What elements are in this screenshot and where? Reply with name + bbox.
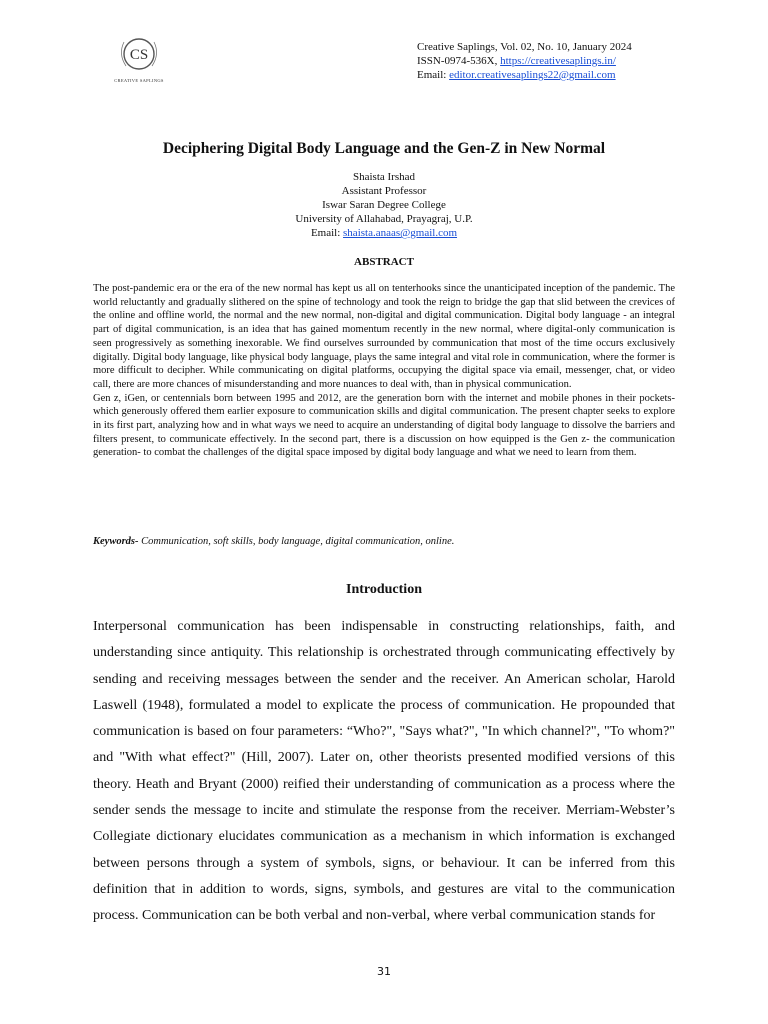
logo-emblem-icon xyxy=(104,30,174,78)
journal-logo xyxy=(104,30,174,92)
email-label: Email: xyxy=(417,69,450,81)
page-number: 31 xyxy=(377,965,391,978)
journal-issn-line xyxy=(417,54,632,68)
author-university: University of Allahabad, Prayagraj, U.P. xyxy=(295,213,473,225)
issn-text: ISSN-0974-536X, xyxy=(417,55,501,67)
abstract-body xyxy=(93,282,675,460)
introduction-heading: Introduction xyxy=(346,582,422,597)
keywords-label: Keywords- xyxy=(93,536,139,547)
author-email-line xyxy=(0,226,768,240)
abstract-paragraph-1: The post-pandemic era or the era of the new normal has kept us all on tenterhooks since the unanticipated inception of the pandemic. The world reluctantly and gradually slithered on the spine of technology and took the reign to bridge the gap that slid between the crevices of the online and offline world, the normal and the new normal, non-digital and digital communication. Digital body language - an integral part of digital communication, is an idea that has gained momentum recently in the new normal, where digital-only communication is seen progressively as something inexorable. We find ourselves surrounded by communication that most of the time occurs exclusively digitally. Digital body language, like physical body language, plays the same integral and vital role in communication, where the former is more difficult to decipher. While communicating on digital platforms, occupying the digital space via email, messenger, chat, or video call, there are more chances of misunderstanding and more nuances to deal with, than in physical communication. xyxy=(93,283,675,390)
author-name: Shaista Irshad xyxy=(352,171,415,183)
journal-email-line xyxy=(417,68,632,82)
abstract-heading: ABSTRACT xyxy=(354,256,414,268)
journal-info xyxy=(417,40,632,82)
author-block xyxy=(0,170,768,240)
journal-url-link[interactable]: https://creativesaplings.in/ xyxy=(500,55,616,67)
author-college: Iswar Saran Degree College xyxy=(322,199,446,211)
author-designation: Assistant Professor xyxy=(341,185,427,197)
keywords-text: Communication, soft skills, body language, digital communication, online. xyxy=(138,536,455,547)
logo-caption: CREATIVE SAPLINGS xyxy=(114,78,164,83)
paper-title: Deciphering Digital Body Language and the Gen-Z in New Normal xyxy=(162,140,606,157)
abstract-paragraph-2: Gen z, iGen, or centennials born between 1995 and 2012, are the generation born with the internet and mobile phones in their pockets- which generously offered them earlier exposure to communication skills and digital communication. The present chapter seeks to explore in its first part, analyzing how and in what ways we need to acquire an understanding of digital body language to dissolve the barriers and filters present, to communicate effectively. In the second part, there is a discussion on how equipped is the Gen z- the communication generation- to combat the challenges of the digital space imposed by digital body language and what we need to learn from them. xyxy=(93,392,675,459)
journal-issue: Creative Saplings, Vol. 02, No. 10, January 2024 xyxy=(417,41,632,53)
author-email-link[interactable]: shaista.anaas@gmail.com xyxy=(343,227,458,239)
author-email-label: Email: xyxy=(310,227,344,239)
journal-email-link[interactable]: editor.creativesaplings22@gmail.com xyxy=(449,69,616,81)
logo-initials: CS xyxy=(129,47,149,63)
introduction-paragraph: Interpersonal communication has been indispensable in constructing relationships, faith, and understanding since antiquity. This relationship is orchestrated through communicating effectively by sending and receiving messages between the sender and the receiver. An American scholar, Harold Laswell (1948), formulated a model to explicate the process of communication. He propounded that communication is based on four parameters: “Who?", "Says what?", "In which channel?", "To whom?" and "With what effect?" (Hill, 2007). Later on, other theorists presented modified versions of this theory. Heath and Bryant (2000) reified their understanding of communication as a process where the sender sends the message to incite and stimulate the response from the receiver. Merriam-Webster’s Collegiate dictionary elucidates communication as a mechanism in which information is exchanged between persons through a system of symbols, signs, or behaviour. It can be inferred from this definition that in addition to words, signs, symbols, and gestures are vital to the communication process. Communication can be both verbal and non-verbal, where verbal communication stands for xyxy=(93,619,675,924)
keywords-line xyxy=(93,536,675,547)
